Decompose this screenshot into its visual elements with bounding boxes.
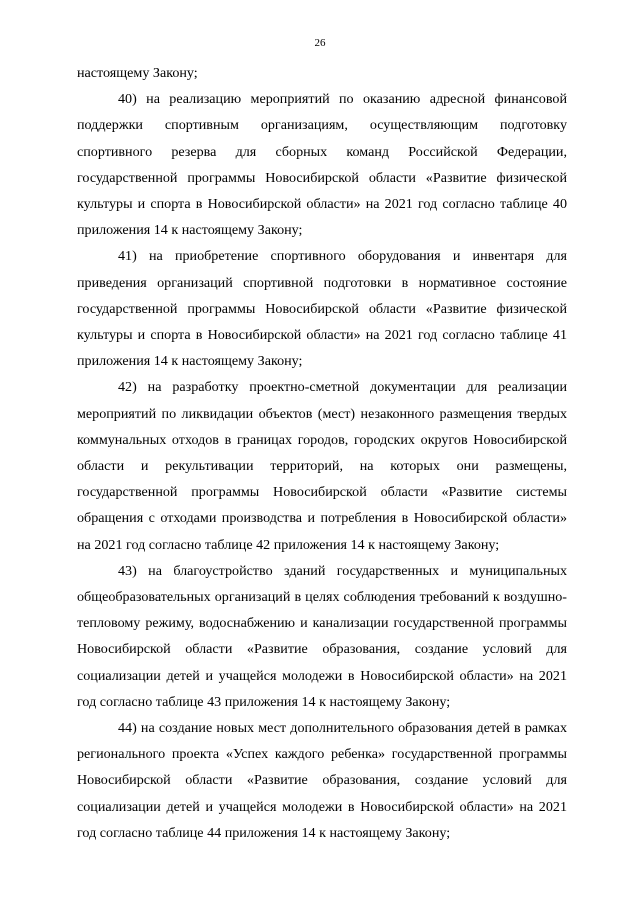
paragraph-item-41: 41) на приобретение спортивного оборудования и инвентаря для приведения организаций спортивной подготовки в нормативное состояние государственной программы Новосибирской области «Развитие физической культуры и спорта в Новосибирской области» на 2021 год согласно таблице 41 приложения 14 к настоящему Закону;: [77, 248, 567, 370]
paragraph-continuation: настоящему Закону;: [77, 65, 198, 81]
paragraph-item-40: 40) на реализацию мероприятий по оказанию адресной финансовой поддержки спортивным организациям, осуществляющим подготовку спортивного резерва для сборных команд Российской Федерации, государственной программы Новосибирской области «Развитие физической культуры и спорта в Новосибирской области» на 2021 год согласно таблице 40 приложения 14 к настоящему Закону;: [77, 91, 567, 239]
paragraph-item-42: 42) на разработку проектно-сметной документации для реализации мероприятий по ликвидации объектов (мест) незаконного размещения твердых коммунальных отходов в границах городов, городских округов Новосибирской области и рекультивации территорий, на которых они размещены, государственной программы Новосибирской области «Развитие системы обращения с отходами производства и потребления в Новосибирской области» на 2021 год согласно таблице 42 приложения 14 к настоящему Закону;: [77, 379, 567, 553]
document-body: [77, 60, 567, 846]
page-number: 26: [314, 37, 326, 49]
paragraph-item-43: 43) на благоустройство зданий государственных и муниципальных общеобразовательных организаций в целях соблюдения требований к воздушно-тепловому режиму, водоснабжению и канализации государственной программы Новосибирской области «Развитие образования, создание условий для социализации детей и учащейся молодежи в Новосибирской области» на 2021 год согласно таблице 43 приложения 14 к настоящему Закону;: [77, 562, 567, 710]
paragraph-item-44: 44) на создание новых мест дополнительного образования детей в рамках регионального проекта «Успех каждого ребенка» государственной программы Новосибирской области «Развитие образования, создание условий для социализации детей и учащейся молодежи в Новосибирской области» на 2021 год согласно таблице 44 приложения 14 к настоящему Закону;: [77, 720, 567, 841]
